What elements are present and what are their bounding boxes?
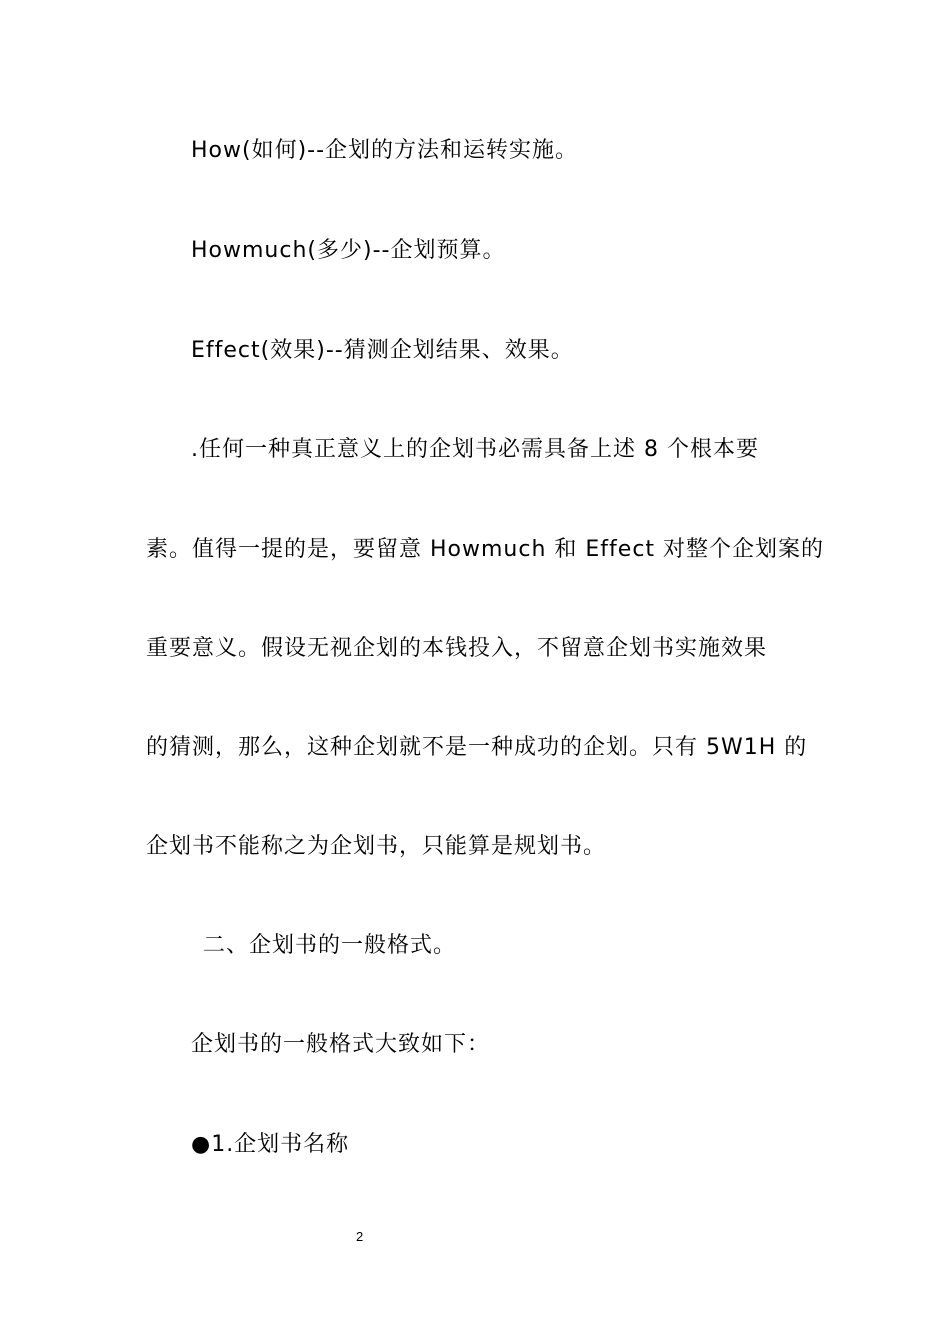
page-number: 2	[356, 1229, 364, 1244]
paragraph-howmuch: Howmuch(多少)--企划预算。	[191, 238, 506, 263]
paragraph-summary-line-5: 企划书不能称之为企划书，只能算是规划书。	[146, 834, 607, 859]
section-heading: 二、企划书的一般格式。	[203, 933, 457, 958]
paragraph-summary-line-4: 的猜测，那么，这种企划就不是一种成功的企划。只有 5W1H 的	[146, 735, 808, 760]
paragraph-summary-line-2: 素。值得一提的是，要留意 Howmuch 和 Effect 对整个企划案的	[146, 537, 825, 562]
paragraph-summary-line-1: .任何一种真正意义上的企划书必需具备上述 8 个根本要	[191, 437, 759, 462]
paragraph-effect: Effect(效果)--猜测企划结果、效果。	[191, 338, 574, 363]
paragraph-how: How(如何)--企划的方法和运转实施。	[191, 138, 579, 163]
paragraph-format-intro: 企划书的一般格式大致如下：	[191, 1032, 491, 1057]
paragraph-summary-line-3: 重要意义。假设无视企划的本钱投入，不留意企划书实施效果	[146, 636, 768, 661]
list-item-title: ●1.企划书名称	[191, 1132, 350, 1157]
